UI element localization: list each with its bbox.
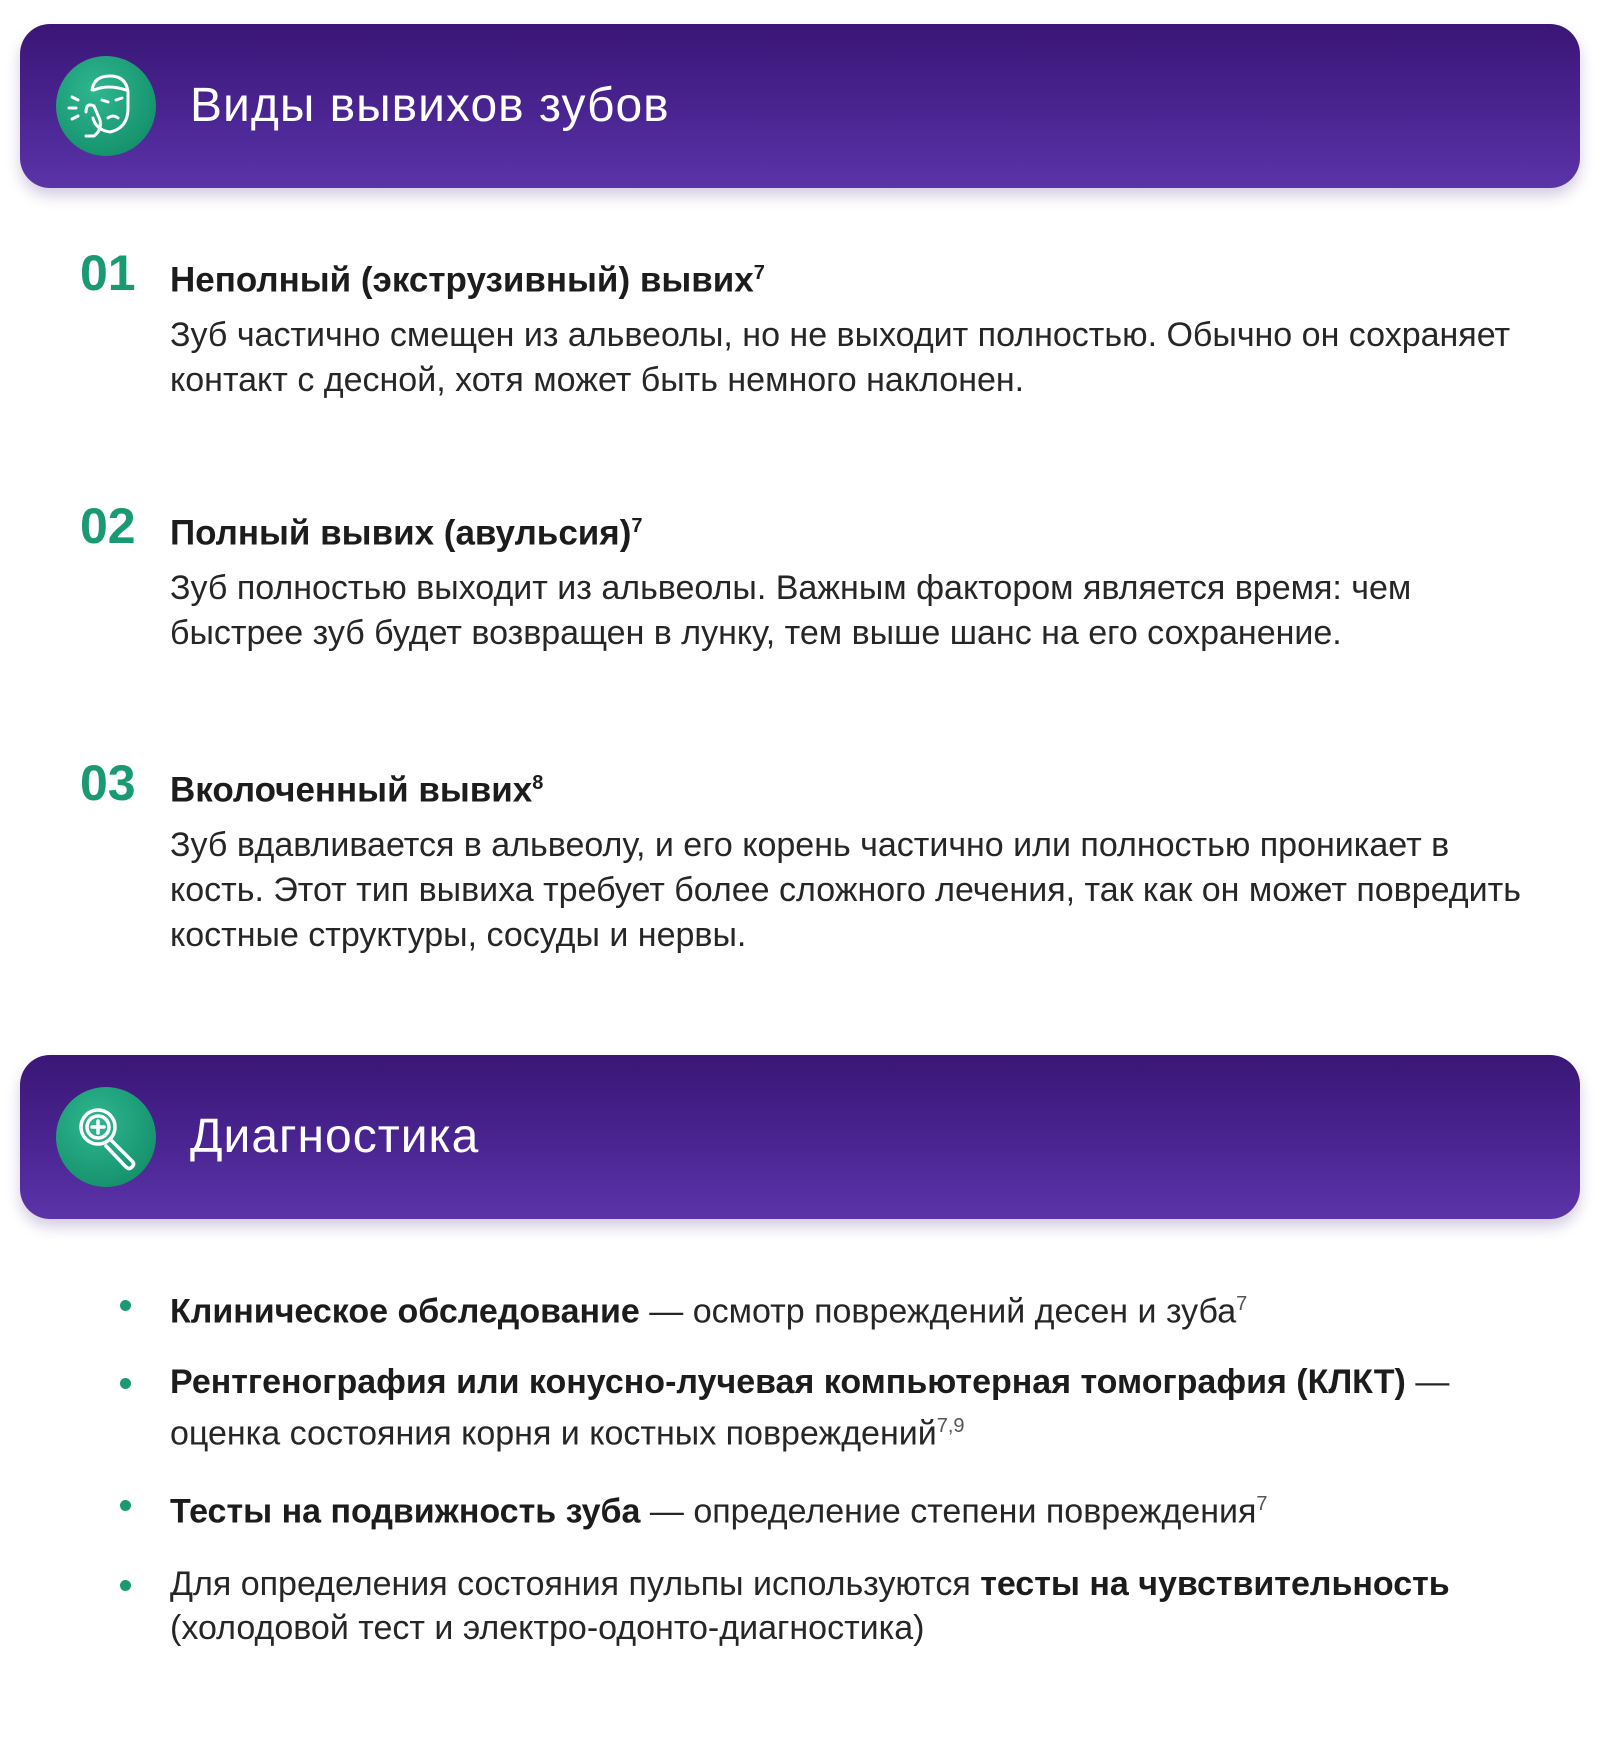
- list-item: Клиническое обследование — осмотр повреждений десен и зуба$^7$: [110, 1282, 1247, 1333]
- list-item: Тесты на подвижность зуба — определение степени повреждения$^7$: [110, 1482, 1268, 1533]
- dislocation-item: [80, 753, 1540, 953]
- magnifier-plus-icon: [56, 1087, 156, 1187]
- bullet-dot: [120, 1378, 131, 1389]
- footnote-ref: 8: [532, 772, 544, 794]
- footnote-ref: 7: [1236, 1293, 1248, 1315]
- item-title: Полный вывих (авульсия)$^7$: [170, 513, 643, 553]
- item-description: Зуб частично смещен из альвеолы, но не выходит полностью. Обычно он сохраняет контакт с десной, хотя может быть немного наклонен.: [170, 316, 1511, 399]
- footnote-ref: 7,9: [936, 1415, 965, 1437]
- bullet-dot: [120, 1580, 131, 1591]
- footnote-ref: 7: [631, 515, 643, 537]
- item-description: Зуб вдавливается в альвеолу, и его корень частично или полностью проникает в кость. Этот тип вывиха требует более сложного лечения, так как он может повредить костные структуры, сосуды и нервы.: [170, 826, 1521, 954]
- section-header-dislocation-types: [20, 24, 1580, 188]
- section-header-diagnostics: [20, 1055, 1580, 1219]
- bullet-dot: [120, 1500, 131, 1511]
- list-item: Рентгенография или конусно-лучевая компьютерная томография (КЛКТ) — оценка состояния корня и костных повреждений$^{7,9}$: [110, 1360, 1540, 1455]
- footnote-ref: 7: [753, 262, 765, 284]
- dislocation-item: [80, 243, 1540, 443]
- item-number: 03: [80, 755, 136, 811]
- item-description: Зуб полностью выходит из альвеолы. Важным фактором является время: чем быстрее зуб будет возвращен в лунку, тем выше шанс на его сохранение.: [170, 569, 1412, 652]
- list-item: Для определения состояния пульпы используются тесты на чувствительность (холодовой тест и электро-одонто-диагностика): [110, 1562, 1540, 1650]
- bullet-dot: [120, 1300, 131, 1311]
- item-title: Неполный (экструзивный) вывих$^7$: [170, 260, 765, 300]
- face-pain-icon: [56, 56, 156, 156]
- dislocation-item: [80, 496, 1540, 696]
- footnote-ref: 7: [1256, 1493, 1268, 1515]
- item-number: 01: [80, 245, 136, 301]
- section-title: Диагностика: [190, 1110, 480, 1163]
- item-title: Вколоченный вывих$^8$: [170, 770, 544, 810]
- section-title: Виды вывихов зубов: [190, 79, 670, 132]
- item-number: 02: [80, 498, 136, 554]
